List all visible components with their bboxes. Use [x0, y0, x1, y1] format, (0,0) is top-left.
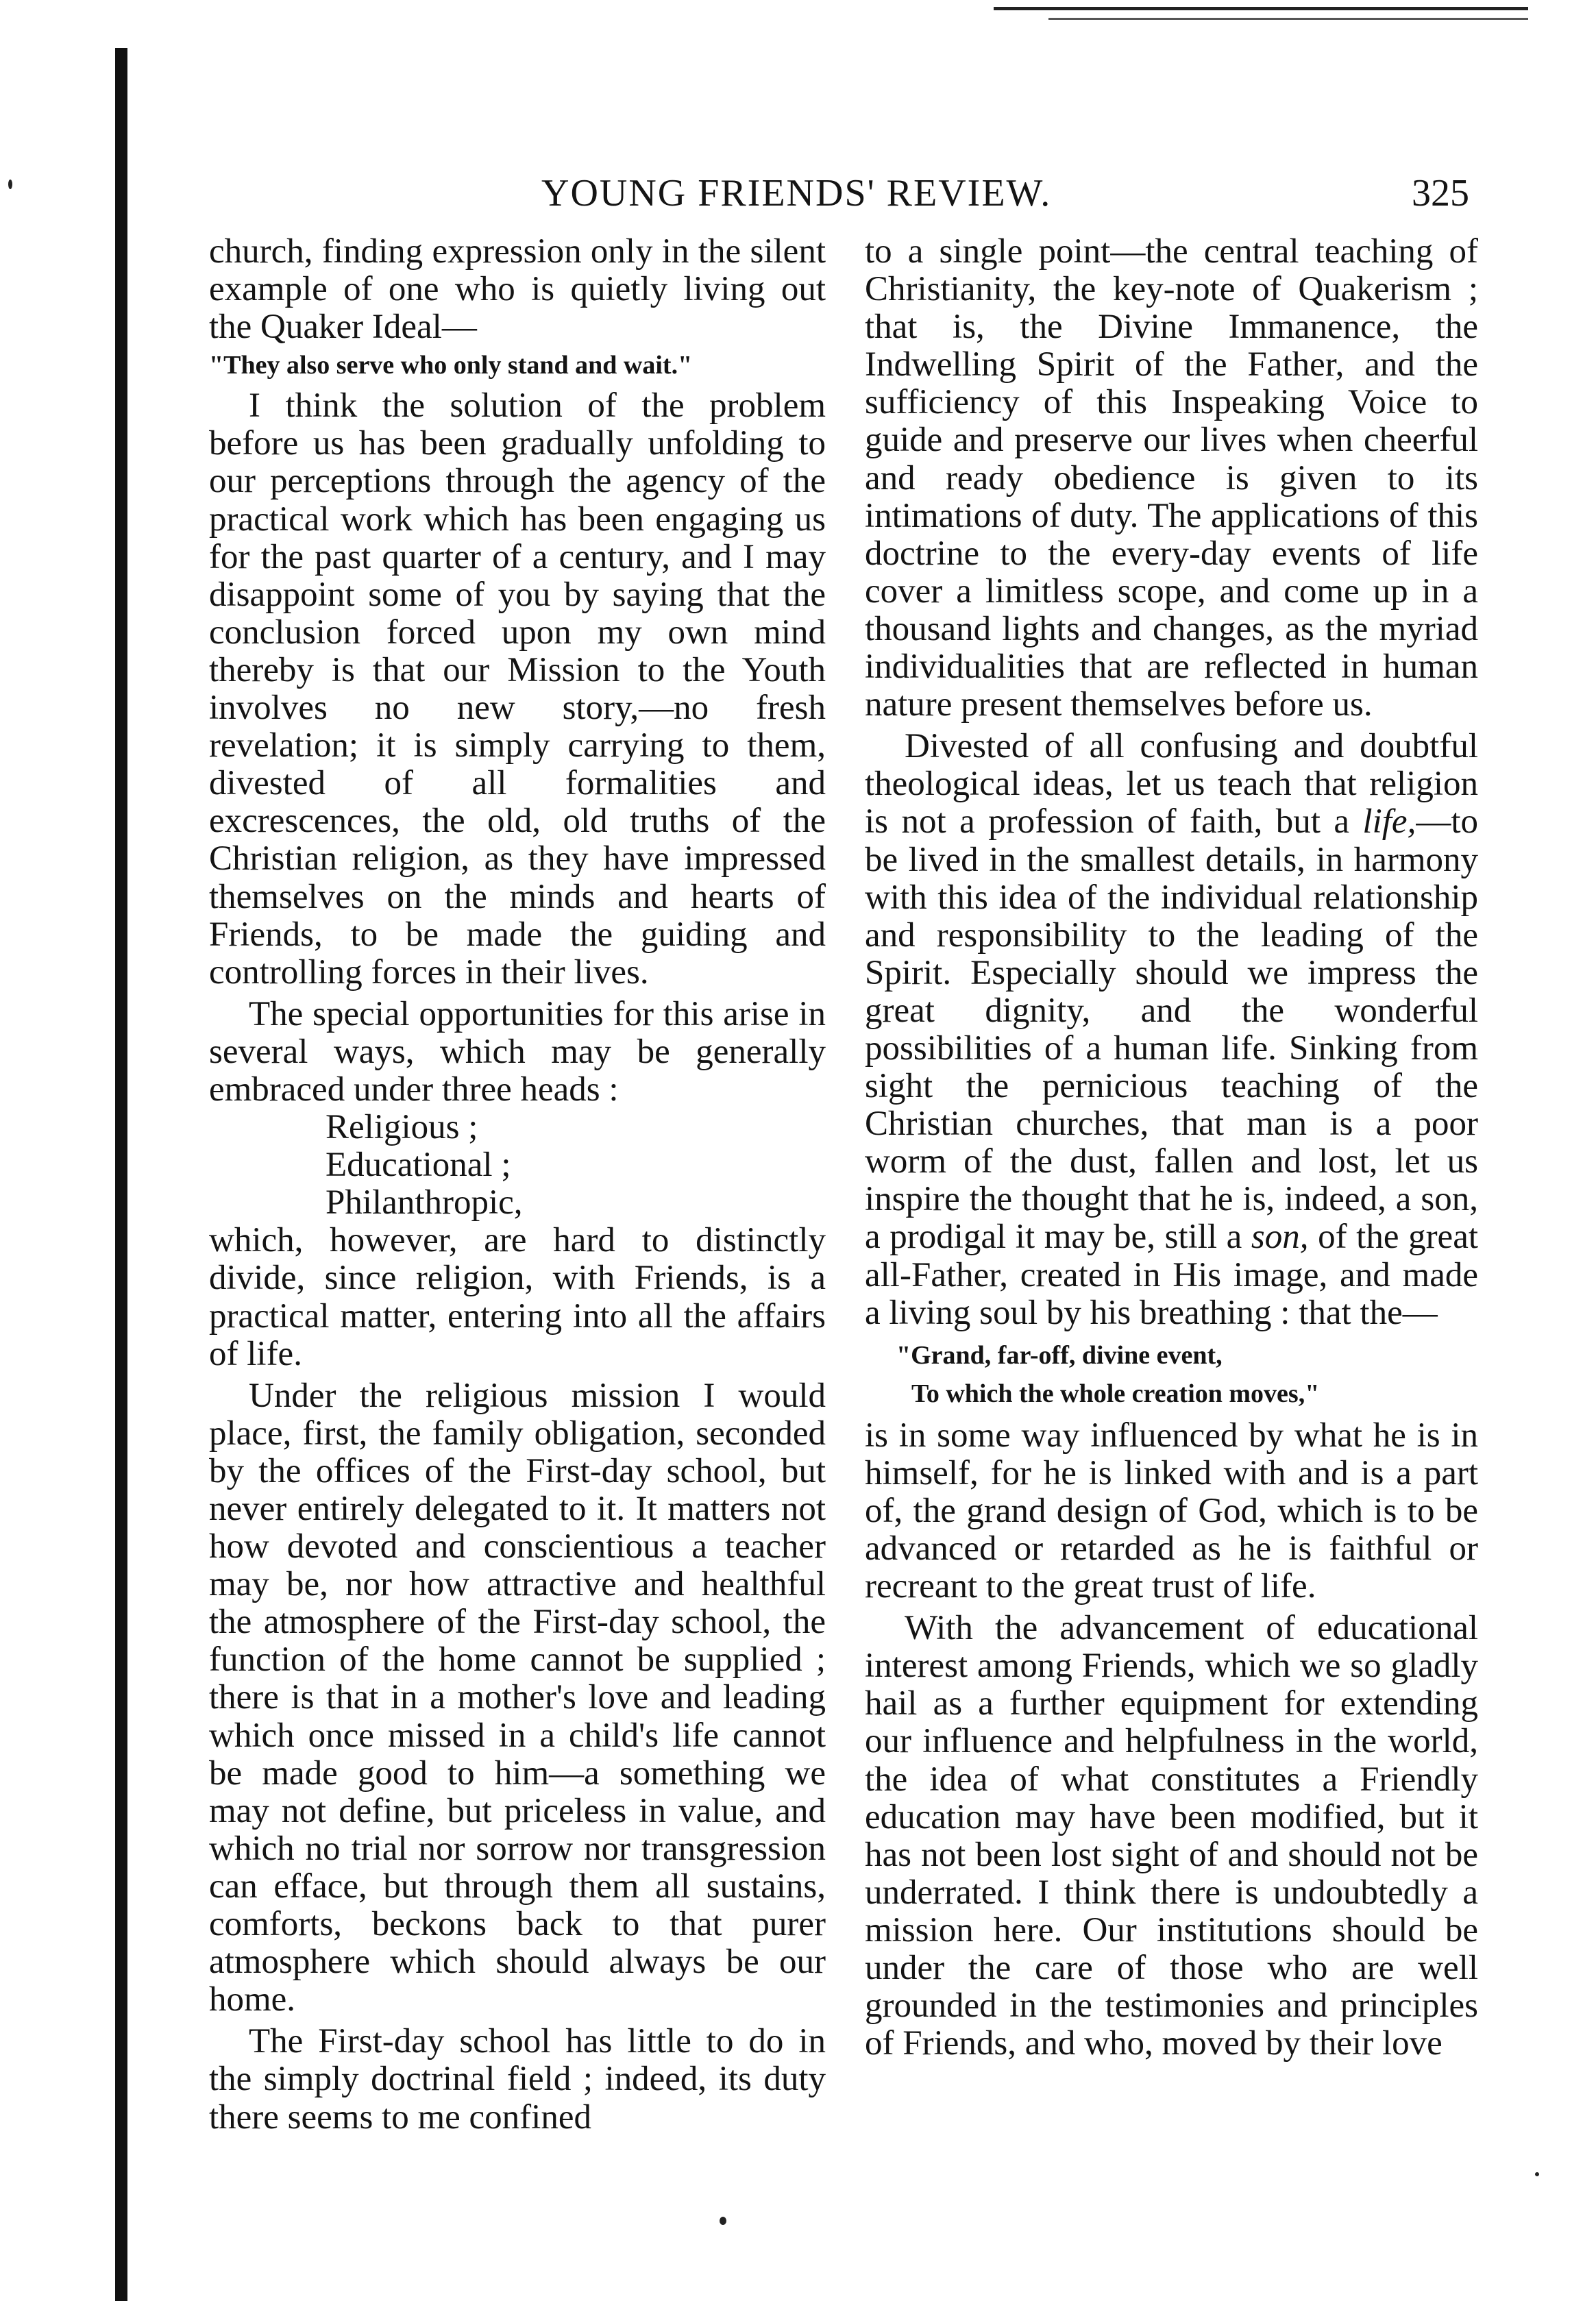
page-header [0, 171, 1596, 226]
page-speck [1535, 2172, 1539, 2176]
paragraph: The First-day school has little to do in the simply doctrinal field ; indeed, its duty there seems to me confined [209, 2022, 826, 2137]
paragraph-text: —to be lived in the smallest details, in harmony with this idea of the individual relationship and responsibility to the leading of the Spirit. Especially should we impress the great dignity, and the wonderful possibilities of a human life. Sinking from sight the pernicious teaching of the Christian churches, that man is a poor worm of the dust, fallen and lost, let us inspire the thought that he is, indeed, a son, a prodigal it may be, still a [865, 802, 1478, 1257]
paragraph [865, 728, 1478, 1332]
paragraph: I think the solution of the problem before us has been gradually unfolding to our perceptions through the agency of the practical work which has been engaging us for the past quarter of a century, and I may disappoint some of you by saying that the conclusion forced upon my own mind thereby is that our Mission to the Youth involves no new story,—no fresh revelation; it is simply carrying to them, divested of all formalities and excrescences, the old, old truths of the Christian religion, as they have impressed themselves on the minds and hearts of Friends, to be made the guiding and controlling forces in their lives. [209, 386, 826, 992]
page-speck [720, 2217, 726, 2225]
paragraph-text: Divested of all confusing and doubtful theological ideas, let us teach that religion is not a profession of faith, but a [865, 727, 1478, 841]
running-head: YOUNG FRIENDS' REVIEW. [541, 172, 1052, 214]
verse-quote-line: "Grand, far-off, divine event, [896, 1340, 1223, 1370]
left-column [209, 233, 826, 2137]
list-item: Philanthropic, [326, 1183, 523, 1222]
top-edge-rule [994, 7, 1528, 10]
paragraph: which, however, are hard to distinctly divide, since religion, with Friends, is a practical matter, entering into all the affairs of life. [209, 1221, 826, 1373]
emphasis-son: son, [1251, 1218, 1309, 1257]
paragraph-text: of the great all-Father, created in His image, and made a living soul by his breathing : that the— [865, 1218, 1478, 1332]
page-number: 325 [1412, 172, 1469, 214]
paragraph: church, finding expression only in the silent example of one who is quietly living out the Quaker Ideal— [209, 232, 826, 347]
emphasis-life: life, [1362, 802, 1416, 841]
verse-quote: "They also serve who only stand and wait." [209, 351, 693, 380]
binding-shadow [115, 48, 127, 2301]
list-item: Educational ; [326, 1146, 511, 1185]
paragraph: Under the religious mission I would place, first, the family obligation, seconded by the offices of the First-day school, but never entirely delegated to it. It matters not how devoted and conscientious a teacher may be, nor how attractive and healthful the atmosphere of the First-day school, the function of the home cannot be supplied ; there is that in a mother's love and leading which once missed in a child's life cannot be made good to him—a something we may not define, but priceless in value, and which no trial nor sorrow nor transgression can efface, but through them all sustains, comforts, beckons back to that purer atmosphere which should always be our home. [209, 1376, 826, 2019]
paragraph: to a single point—the central teaching of Christianity, the key-note of Quakerism ; that is, the Divine Immanence, the Indwelling Spirit of the Father, and the sufficiency of this Inspeaking Voice to guide and preserve our lives when cheerful and ready obedience is given to its intimations of duty. The applications of this doctrine to the every-day events of life cover a limitless scope, and come up in a thousand lights and changes, as the myriad individualities that are reflected in human nature present themselves before us. [865, 232, 1478, 724]
paragraph: With the advancement of educational interest among Friends, which we so gladly hail as a further equipment for extending our influence and helpfulness in the world, the idea of what constitutes a Friendly education may have been modified, but it has not been lost sight of and should not be underrated. I think there is undoubtedly a mission here. Our institutions should be under the care of those who are well grounded in the testimonies and principles of Friends, and who, moved by their love [865, 1609, 1478, 2063]
top-edge-rule-thin [1048, 18, 1528, 20]
right-column [865, 233, 1478, 2063]
paragraph: is in some way influenced by what he is in himself, for he is linked with and is a part of, the grand design of God, which is to be advanced or retarded as he is faithful or recreant to the great trust of life. [865, 1416, 1478, 1606]
paragraph: The special opportunities for this arise in several ways, which may be generally embraced under three heads : [209, 994, 826, 1109]
verse-quote-line: To which the whole creation moves," [911, 1379, 1320, 1408]
list-item: Religious ; [326, 1108, 478, 1147]
